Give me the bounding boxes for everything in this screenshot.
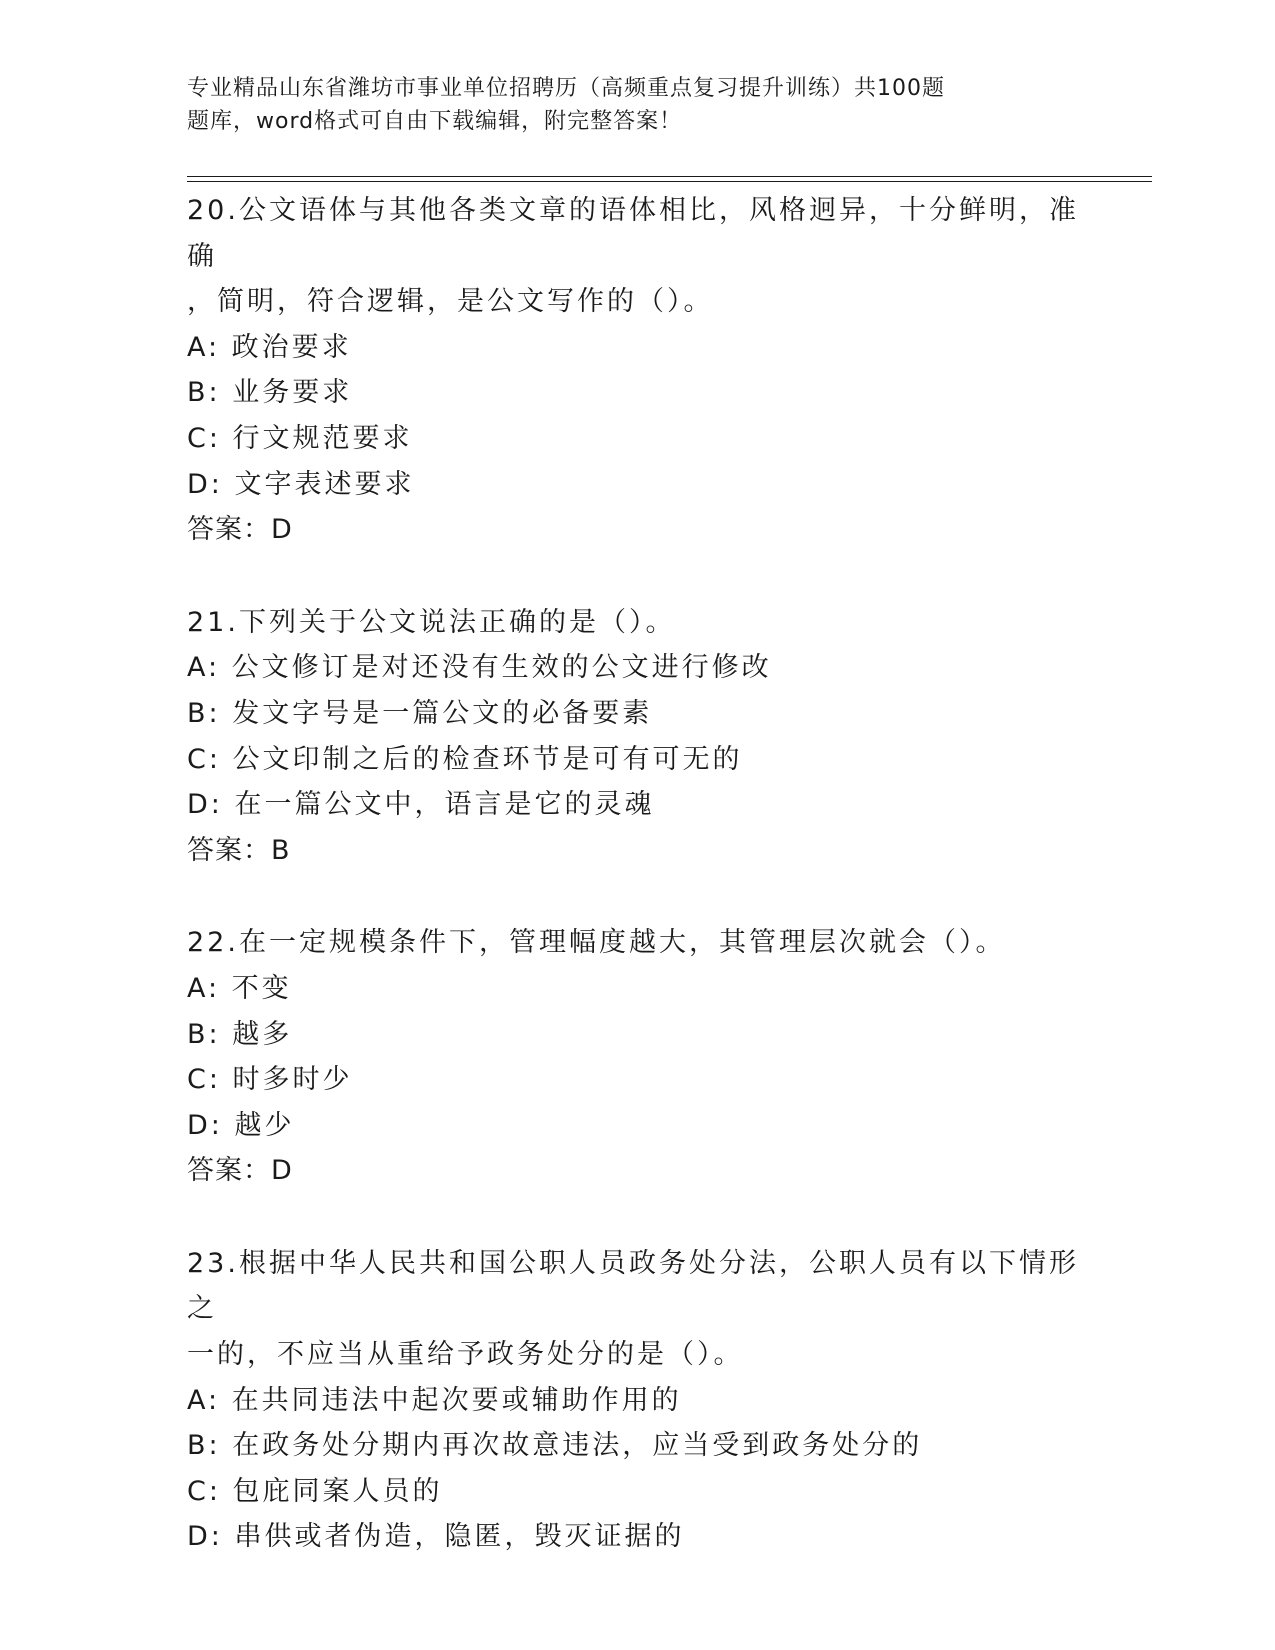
- question-text-continued: ，简明，符合逻辑，是公文写作的（）。: [187, 286, 714, 318]
- question-list: [187, 188, 1087, 1607]
- question-text: 21.下列关于公文说法正确的是（）。: [187, 606, 676, 638]
- question-20: [187, 188, 1087, 553]
- header-line-1: 专业精品山东省潍坊市事业单位招聘历（高频重点复习提升训练）共100题: [187, 76, 945, 101]
- option-b: B: 在政务处分期内再次故意违法，应当受到政务处分的: [187, 1430, 923, 1462]
- option-d: D: 串供或者伪造，隐匿，毁灭证据的: [187, 1521, 685, 1553]
- option-d: D: 越少: [187, 1109, 295, 1141]
- question-22: [187, 920, 1087, 1194]
- header-line-2: 题库，word格式可自由下载编辑，附完整答案！: [187, 109, 683, 134]
- option-c: C: 包庇同案人员的: [187, 1475, 443, 1507]
- question-text: 20.公文语体与其他各类文章的语体相比，风格迥异，十分鲜明，准确: [187, 195, 1079, 272]
- document-header: [187, 72, 1047, 138]
- question-23: [187, 1241, 1087, 1560]
- option-c: C: 行文规范要求: [187, 422, 413, 454]
- question-text-continued: 一的，不应当从重给予政务处分的是（）。: [187, 1339, 744, 1371]
- option-a: A: 政治要求: [187, 331, 352, 363]
- option-a: A: 公文修订是对还没有生效的公文进行修改: [187, 652, 772, 684]
- option-b: B: 发文字号是一篇公文的必备要素: [187, 697, 653, 729]
- option-d: D: 文字表述要求: [187, 468, 415, 500]
- header-divider-top: [187, 176, 1152, 177]
- option-b: B: 业务要求: [187, 377, 353, 409]
- option-a: A: 不变: [187, 972, 292, 1004]
- option-a: A: 在共同违法中起次要或辅助作用的: [187, 1384, 682, 1416]
- answer: 答案：B: [187, 834, 291, 866]
- option-c: C: 公文印制之后的检查环节是可有可无的: [187, 743, 743, 775]
- question-text: 22.在一定规模条件下，管理幅度越大，其管理层次就会（）。: [187, 927, 1006, 959]
- answer: 答案：D: [187, 1155, 293, 1187]
- answer: 答案：D: [187, 514, 293, 546]
- question-21: [187, 600, 1087, 874]
- option-b: B: 越多: [187, 1018, 293, 1050]
- header-divider-bottom: [187, 181, 1152, 182]
- option-c: C: 时多时少: [187, 1064, 353, 1096]
- option-d: D: 在一篇公文中，语言是它的灵魂: [187, 789, 655, 821]
- question-text: 23.根据中华人民共和国公职人员政务处分法，公职人员有以下情形之: [187, 1247, 1079, 1325]
